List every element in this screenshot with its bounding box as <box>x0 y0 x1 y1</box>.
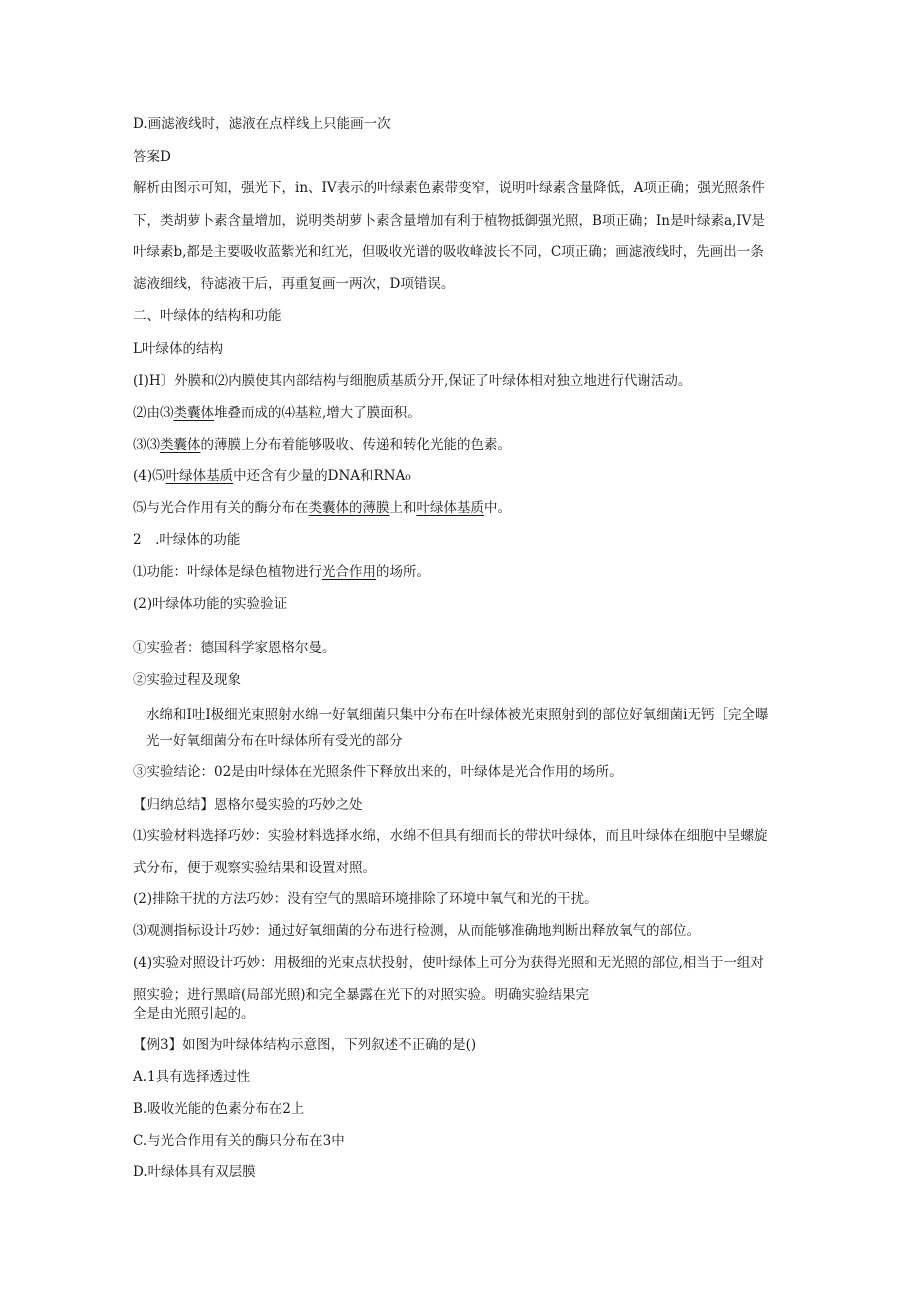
text-segment: ③实验结论：02是由叶绿体在光照条件下释放出来的，叶绿体是光合作用的场所。 <box>133 764 623 780</box>
text-line <box>146 731 806 751</box>
text-segment: 全是由光照引起的。 <box>133 1006 255 1022</box>
text-segment: ⑶观测指标设计巧妙：通过好氧细菌的分布进行检测，从而能够准确地判断出释放氧气的部位。 <box>133 923 700 939</box>
text-segment: ①实验者：德国科学家恩格尔曼。 <box>133 640 336 656</box>
text-line <box>133 594 793 614</box>
text-segment: C.与光合作用有关的酶只分布在3中 <box>133 1133 345 1149</box>
text-line <box>133 403 793 423</box>
text-segment: 的薄膜上分布着能够吸收、传递和转化光能的色素。 <box>200 437 511 453</box>
text-segment: 答案D <box>133 149 171 165</box>
text-segment: (2)排除干扰的方法巧妙：没有空气的黑暗环境排除了环境中氧气和光的干扰。 <box>133 891 598 907</box>
text-segment: ②实验过程及现象 <box>133 672 241 688</box>
text-segment: 的场所。 <box>376 564 430 580</box>
text-line <box>133 339 793 359</box>
underlined-term: 类囊体的薄膜 <box>308 500 390 516</box>
text-line <box>133 1067 793 1087</box>
text-line <box>133 435 793 455</box>
text-line <box>133 498 793 518</box>
text-line <box>133 826 793 846</box>
text-segment: 下，类胡萝卜素含量增加，说明类胡萝卜素含量增加有利于植物抵御强光照，B项正确；In是叶绿素a,IV是 <box>133 213 765 229</box>
text-segment: ⑵由⑶ <box>133 405 174 421</box>
text-segment: ⑶⑶ <box>133 437 160 453</box>
text-line <box>133 114 793 134</box>
text-segment: 光一好氧细菌分布在叶绿体所有受光的部分 <box>146 733 403 749</box>
text-segment: L叶绿体的结构 <box>133 341 223 357</box>
text-segment: A.1具有选择透过性 <box>133 1069 251 1085</box>
text-segment: ⑴实验材料选择巧妙：实验材料选择水绵，水绵不但具有细而长的带状叶绿体，而且叶绿体在细胞中呈螺旋 <box>133 828 768 844</box>
text-line <box>133 1131 793 1151</box>
text-segment: B.吸收光能的色素分布在2上 <box>133 1101 305 1117</box>
text-segment: (4)实验对照设计巧妙：用极细的光束点状投射，使叶绿体上可分为获得光照和无光照的部位,相当于一组对 <box>133 955 764 971</box>
text-segment: D.叶绿体具有双层膜 <box>133 1164 256 1180</box>
underlined-term: 光合作用 <box>322 564 376 580</box>
text-segment: 2 .叶绿体的功能 <box>133 532 241 548</box>
text-segment: (I)H〕外膜和⑵内膜使其内部结构与细胞质基质分开,保证了叶绿体相对独立地进行代谢活动。 <box>133 373 692 389</box>
text-line <box>133 147 793 167</box>
text-line <box>133 530 793 550</box>
underlined-term: 类囊体 <box>160 437 201 453</box>
text-segment: (2)叶绿体功能的实验验证 <box>133 596 288 612</box>
text-segment: 式分布，便于观察实验结果和设置对照。 <box>133 860 376 876</box>
text-line <box>133 466 793 486</box>
text-segment: (4)⑸ <box>133 468 166 484</box>
underlined-term: 叶绿体基质 <box>165 468 234 484</box>
text-segment: 中还含有少量的DNA和RNA₀ <box>233 468 411 484</box>
text-line <box>146 705 806 725</box>
text-line <box>133 274 793 294</box>
underlined-term: 类囊体 <box>173 405 214 421</box>
text-line <box>133 889 793 909</box>
text-line <box>133 562 793 582</box>
text-segment: D.画滤液线时，滤液在点样线上只能画一次 <box>133 116 391 132</box>
text-line <box>133 1099 793 1119</box>
text-line <box>133 795 793 815</box>
text-line <box>133 1035 793 1055</box>
text-segment: 中。 <box>484 500 511 516</box>
text-segment: 水绵和I吐I极细光束照射水绵一好氧细菌只集中分布在叶绿体被光束照射到的部位好氧细菌i无钙［完全曝 <box>146 707 769 723</box>
text-segment: 叶绿素b,都是主要吸收蓝紫光和红光，但吸收光谱的吸收峰波长不同，C项正确；画滤液线时，先画出一条 <box>133 244 764 260</box>
text-segment: 【例3】如图为叶绿体结构示意图，下列叙述不正确的是() <box>133 1037 477 1053</box>
text-line <box>133 670 793 690</box>
text-line <box>133 371 793 391</box>
text-segment: 解析由图示可知，强光下，in、IV表示的叶绿素色素带变窄，说明叶绿素含量降低，A项正确；强光照条件 <box>133 180 765 196</box>
underlined-term: 叶绿体基质 <box>416 500 484 516</box>
text-line <box>133 1162 793 1182</box>
text-line <box>133 762 793 782</box>
text-line <box>133 638 793 658</box>
text-line <box>133 242 793 262</box>
text-segment: 堆叠而成的⑷基粒,增大了膜面积。 <box>214 405 421 421</box>
text-segment: ⑸与光合作用有关的酶分布在 <box>133 500 309 516</box>
text-line <box>133 953 793 973</box>
text-segment: 【归纳总结】恩格尔曼实验的巧妙之处 <box>133 797 363 813</box>
text-line <box>133 1004 793 1024</box>
text-segment: 上和 <box>389 500 417 516</box>
text-line <box>133 178 793 198</box>
text-segment: 二、叶绿体的结构和功能 <box>133 308 282 324</box>
text-line <box>133 921 793 941</box>
text-line <box>133 985 793 1005</box>
text-line <box>133 306 793 326</box>
text-segment: 滤液细线，待滤液干后，再重复画一两次，D项错误。 <box>133 276 455 292</box>
text-line <box>133 858 793 878</box>
text-line <box>133 211 793 231</box>
text-segment: ⑴功能：叶绿体是绿色植物进行 <box>133 564 322 580</box>
text-segment: 照实验；进行黑暗(局部光照)和完全暴露在光下的对照实验。明确实验结果完 <box>133 987 590 1003</box>
